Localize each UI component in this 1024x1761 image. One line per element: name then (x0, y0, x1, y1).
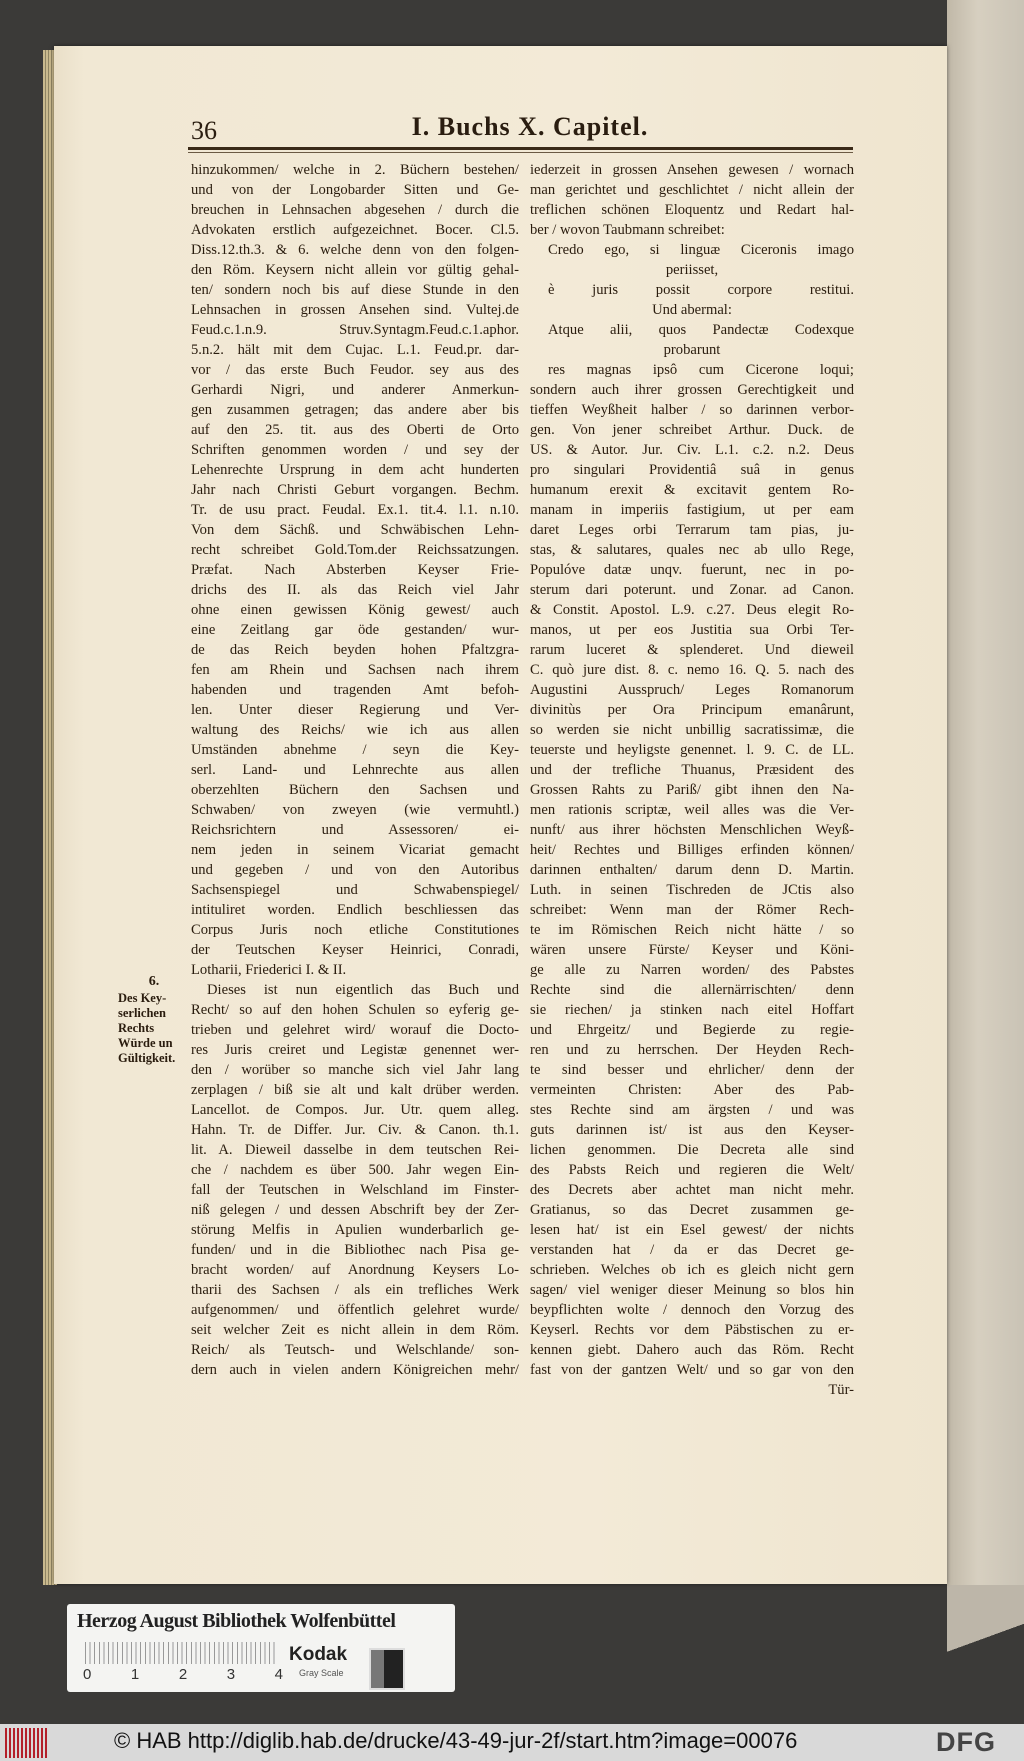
text-line: che / nachdem es über 500. Jahr wegen Ein- (191, 1162, 519, 1178)
text-line: Lehnsachen in grossen Ansehen sind. Vultej.de (191, 302, 519, 318)
text-line: men rationis scriptæ, weil alles was die Ver- (530, 802, 854, 818)
glass-plate (947, 0, 1024, 1724)
text-line: oberzehlten Büchern den Sachsen und (191, 782, 519, 798)
margin-note (118, 974, 190, 1066)
text-line: störung Melfis in Apulien wunderbarlich ge- (191, 1222, 519, 1238)
text-line: res magnas ipsô cum Cicerone loqui; (548, 362, 854, 378)
copyright-url[interactable]: © HAB http://diglib.hab.de/drucke/43-49-jur-2f/start.htm?image=00076 (114, 1728, 798, 1753)
text-line: vor / das erste Buch Feudor. sey aus des (191, 362, 519, 378)
text-line: gen zusammen getragen; das andere aber bis (191, 402, 519, 418)
text-line: Credo ego, si linguæ Ciceronis imago (548, 242, 854, 258)
page-number: 36 (191, 116, 217, 145)
text-line: Populóve datæ unqv. fuerunt, nec in po- (530, 562, 854, 578)
text-line: lesen hat/ ist ein Esel gewest/ der nichts (530, 1222, 854, 1238)
text-line: nunft/ aus ihrer höchsten Menschlichen Weyß- (530, 822, 854, 838)
text-line: 5.n.2. hält mit dem Cujac. L.1. Feud.pr. dar- (191, 342, 519, 358)
text-line: Corpus Juris noch etliche Constitutiones (191, 922, 519, 938)
color-reference-card (67, 1604, 455, 1692)
kodak-brand: Kodak (289, 1644, 348, 1665)
text-line: heit/ Rechtes und Billiges erfinden können/ (530, 842, 854, 858)
running-title: I. Buchs X. Capitel. (411, 112, 649, 141)
ruler-number: 2 (178, 1666, 188, 1683)
text-line: sondern auch ihrer grossen Gerechtigkeit und (530, 382, 854, 398)
ruler-numbers (83, 1666, 283, 1683)
text-line: niß gelegen / und dessen Abschrift bey der Zer- (191, 1202, 519, 1218)
text-line: seit welcher Zeit es nicht allein in dem Röm. (191, 1322, 519, 1338)
text-line: Reichsrichtern und Assessoren/ ei- (191, 822, 519, 838)
text-line: te im Römischen Reich nicht hätte / so (530, 922, 854, 938)
text-line: humanum erexit & excitavit gentem Ro- (530, 482, 854, 498)
text-line: habenden und tragenden Amt befoh- (191, 682, 519, 698)
margin-note-number: 6. (148, 974, 160, 989)
text-line: Schwaben/ von zweyen (wie vermuhtl.) (191, 802, 519, 818)
ruler-number: 3 (226, 1666, 236, 1683)
text-line: und der trefliche Thuanus, Præsident des (530, 762, 854, 778)
text-line: Recht/ so auf den hohen Schulen so eyferig ge- (191, 1002, 519, 1018)
text-line: periisset, (665, 262, 719, 278)
text-line: serl. Land- und Lehnrechte aus allen (191, 762, 519, 778)
text-line: stes Rechte sind am ärgsten / und was (530, 1102, 854, 1118)
margin-note-line: Rechts (118, 1021, 155, 1035)
text-line: recht schreibet Gold.Tom.der Reichssatzungen. (191, 542, 519, 558)
margin-note-line: Gültigkeit. (118, 1051, 176, 1065)
ruler-number: 0 (83, 1666, 92, 1683)
text-line: fast von der gantzen Welt/ und so gar von den (530, 1362, 854, 1378)
margin-note-line: serlichen (118, 1006, 166, 1020)
text-line: beypflichten wolte / dennoch den Vorzug des (530, 1302, 854, 1318)
margin-note-line: Würde un (118, 1036, 173, 1050)
header-rule (188, 147, 853, 150)
text-line: ber / wovon Taubmann schreibet: (530, 222, 725, 238)
text-line: und gegeben / und von den Autoribus (191, 862, 519, 878)
text-line: fen am Rhein und Sachsen nach ihrem (191, 662, 519, 678)
text-line: breuchen in Lehnsachen abgesehen / durch die (191, 202, 519, 218)
text-line: Augustini Ausspruch/ Leges Romanorum (530, 682, 854, 698)
text-line: des Pabsts Reich und regieren die Welt/ (530, 1162, 854, 1178)
ruler-number: 1 (130, 1666, 140, 1683)
text-line: è juris possit corpore restitui. (548, 282, 854, 298)
text-line: Tür- (828, 1382, 854, 1398)
text-line: des Decrets aber achtet man nicht mehr. (530, 1182, 854, 1198)
text-line: manam in imperiis fastigium, ut per eam (530, 502, 854, 518)
header-rule-thin (188, 152, 853, 153)
text-line: vermeinten Christen: Aber des Pab- (530, 1082, 854, 1098)
text-line: trieben und gelehret wird/ worauf die Docto- (191, 1022, 519, 1038)
text-line: Gratianus, so das Decret zusammen ge- (530, 1202, 854, 1218)
text-line: tharii des Sachsen / als ein trefliches Werk (191, 1282, 519, 1298)
right-text-column (530, 160, 854, 1400)
text-line: rarum luceret & splenderet. Und dieweil (530, 642, 854, 658)
text-line: lichen genommen. Die Decreta alle sind (530, 1142, 854, 1158)
margin-note-line: Des Key- (118, 991, 167, 1005)
text-line: darinnen enthalten/ darum denn D. Martin. (530, 862, 854, 878)
text-line: C. quò jure dist. 8. c. nemo 16. Q. 5. nach des (530, 662, 854, 678)
text-line: fall der Teutschen in Welschland im Finster- (191, 1182, 519, 1198)
text-line: Dieses ist nun eigentlich das Buch und (207, 982, 519, 998)
text-line: guts darinnen ist/ ist aus den Keyser- (530, 1122, 854, 1138)
text-line: daret Leges orbi Terrarum tam pias, ju- (530, 522, 854, 538)
text-line: drichs des II. als das Reich viel Jahr (191, 582, 519, 598)
text-line: stas, & salutares, quales nec ab ullo Rege, (530, 542, 854, 558)
text-line: iederzeit in grossen Ansehen gewesen / wornach (530, 162, 854, 178)
text-line: Feud.c.1.n.9. Struv.Syntagm.Feud.c.1.aphor. (191, 322, 519, 338)
gray-scale-label: Gray Scale (299, 1668, 344, 1678)
text-line: treflichen schönen Eloquentz und Redart hal- (530, 202, 854, 218)
text-line: und von der Longobarder Sitten und Ge- (191, 182, 519, 198)
text-line: eine Zeitlang gar öde gestanden/ wur- (191, 622, 519, 638)
text-line: Von dem Sächß. und Schwäbischen Lehn- (191, 522, 519, 538)
text-line: schreibet: Wenn man der Römer Rech- (530, 902, 854, 918)
text-line: Lehenrechte Ursprung in dem acht hunderten (191, 462, 519, 478)
text-line: sie riechen/ ja stinken nach eitel Hoffart (530, 1002, 854, 1018)
text-line: nem jeden in seinem Vicariat gemacht (191, 842, 519, 858)
text-line: Tr. de usu pract. Feudal. Ex.1. tit.4. l.1. n.10. (191, 502, 519, 518)
hab-logo-icon (5, 1728, 47, 1758)
text-line: te sind besser und ehrlicher/ denn der (530, 1062, 854, 1078)
text-line: divinitùs per Ora Principum emanârunt, (530, 702, 854, 718)
text-line: Advokaten erstlich aufgezeichnet. Bocer. Cl.5. (191, 222, 519, 238)
text-line: probarunt (663, 342, 721, 358)
text-line: Reich/ als Teutsch- und Welschlande/ son- (191, 1342, 519, 1358)
text-line: Atque alii, quos Pandectæ Codexque (548, 322, 854, 338)
text-line: sagen/ viel weniger dieser Meinung so blos hin (530, 1282, 854, 1298)
text-line: Rechte sind die allernärrischten/ denn (530, 982, 854, 998)
text-line: ge alle zu Narren worden/ des Pabstes (530, 962, 854, 978)
text-line: de das Reich beyden hohen Pfaltzgra- (191, 642, 519, 658)
text-line: len. Unter dieser Regierung und Ver- (191, 702, 519, 718)
ruler-scale (85, 1642, 275, 1664)
text-line: & Constit. Apostol. L.9. c.27. Deus elegit Ro- (530, 602, 854, 618)
text-line: zerplagen / biß sie alt und kalt drüber werden. (191, 1082, 519, 1098)
text-line: tieffen Weyßheit halber / so darinnen verbor- (530, 402, 854, 418)
text-line: Lotharii, Friederici I. & II. (191, 962, 347, 978)
ruler-number: 4 (274, 1666, 283, 1683)
text-line: pro singulari Providentiâ suâ in genus (530, 462, 854, 478)
gray-patch (369, 1648, 405, 1690)
text-line: bracht worden/ auf Anordnung Keysers Lo- (191, 1262, 519, 1278)
text-line: und Ehrgeitz/ und Begierde zu regie- (530, 1022, 854, 1038)
text-line: der Teutschen Keyser Heinrici, Conradi, (191, 942, 519, 958)
text-line: funden/ und in die Bibliothec nach Pisa ge- (191, 1242, 519, 1258)
text-line: Hahn. Tr. de Differ. Jur. Civ. & Canon. th.1. (191, 1122, 519, 1138)
footer-bar (0, 1724, 1024, 1761)
text-line: Lancellot. de Compos. Jur. Utr. quem alleg. (191, 1102, 519, 1118)
text-line: Gerhardi Nigri, und anderer Anmerkun- (191, 382, 519, 398)
dfg-logo: DFG (936, 1727, 996, 1757)
text-line: ten/ sondern noch bis auf diese Stunde in den (191, 282, 519, 298)
text-line: kennen giebt. Dahero auch das Röm. Recht (530, 1342, 854, 1358)
text-line: Schriften genommen worden / und sey der (191, 442, 519, 458)
text-line: dern auch in vielen andern Königreichen mehr/ (191, 1362, 519, 1378)
text-line: Sachsenspiegel und Schwabenspiegel/ (191, 882, 519, 898)
text-line: gen. Von jener schreibet Arthur. Duck. de (530, 422, 854, 438)
text-line: US. & Autor. Jur. Civ. L.1. c.2. n.2. Deus (530, 442, 854, 458)
text-line: Diss.12.th.3. & 6. welche denn von den folgen- (191, 242, 519, 258)
text-line: Keyserl. Rechts vor dem Päbstischen zu er- (530, 1322, 854, 1338)
text-line: manos, ut per eos Justitia sua Orbi Ter- (530, 622, 854, 638)
text-line: Præfat. Nach Absterben Keyser Frie- (191, 562, 519, 578)
text-line: ren und zu herrschen. Der Heyden Rech- (530, 1042, 854, 1058)
glass-plate-shadow (947, 1585, 1024, 1724)
text-line: Jahr nach Christi Geburt vorgangen. Bechm. (191, 482, 519, 498)
text-line: sterum dari poterunt. und Zonar. ad Canon. (530, 582, 854, 598)
text-line: aufgenommen/ und öffentlich gelehret wurde/ (191, 1302, 519, 1318)
library-name: Herzog August Bibliothek Wolfenbüttel (77, 1610, 396, 1632)
text-line: man gerichtet und geschlichtet / nicht allein der (530, 182, 854, 198)
text-line: auf den 25. tit. aus des Oberti de Orto (191, 422, 519, 438)
text-line: waltung des Reichs/ wie ich aus allen (191, 722, 519, 738)
text-line: teuerste und heyligste genennet. l. 9. C. de LL. (530, 742, 854, 758)
text-line: Und abermal: (652, 302, 732, 318)
text-line: intituliret worden. Endlich beschliessen das (191, 902, 519, 918)
text-line: den Röm. Keysern nicht allein vor gültig gehal- (191, 262, 519, 278)
text-line: so werden sie nicht unbillig sacratissimæ, die (530, 722, 854, 738)
left-text-column (191, 160, 519, 1380)
text-line: lit. A. Dieweil dasselbe in dem teutschen Rei- (191, 1142, 519, 1158)
text-line: Luth. in seinen Tischreden de JCtis also (530, 882, 854, 898)
text-line: wären unsere Fürste/ Keyser und Köni- (530, 942, 854, 958)
text-line: res Juris creiret und Legistæ genennet wer- (191, 1042, 519, 1058)
text-line: schrieben. Welches ob ich es gleich nicht gern (530, 1262, 854, 1278)
text-line: Grossen Rahts zu Pariß/ gibt ihnen den Na- (530, 782, 854, 798)
text-line: hinzukommen/ welche in 2. Büchern bestehen/ (191, 162, 519, 178)
text-line: ohne einen gewissen König gewest/ auch (191, 602, 519, 618)
text-line: Umständen abnehme / seyn die Key- (191, 742, 519, 758)
text-line: verstanden hat / da er das Decret ge- (530, 1242, 854, 1258)
text-line: den / worüber so manche sich viel Jahr lang (191, 1062, 519, 1078)
